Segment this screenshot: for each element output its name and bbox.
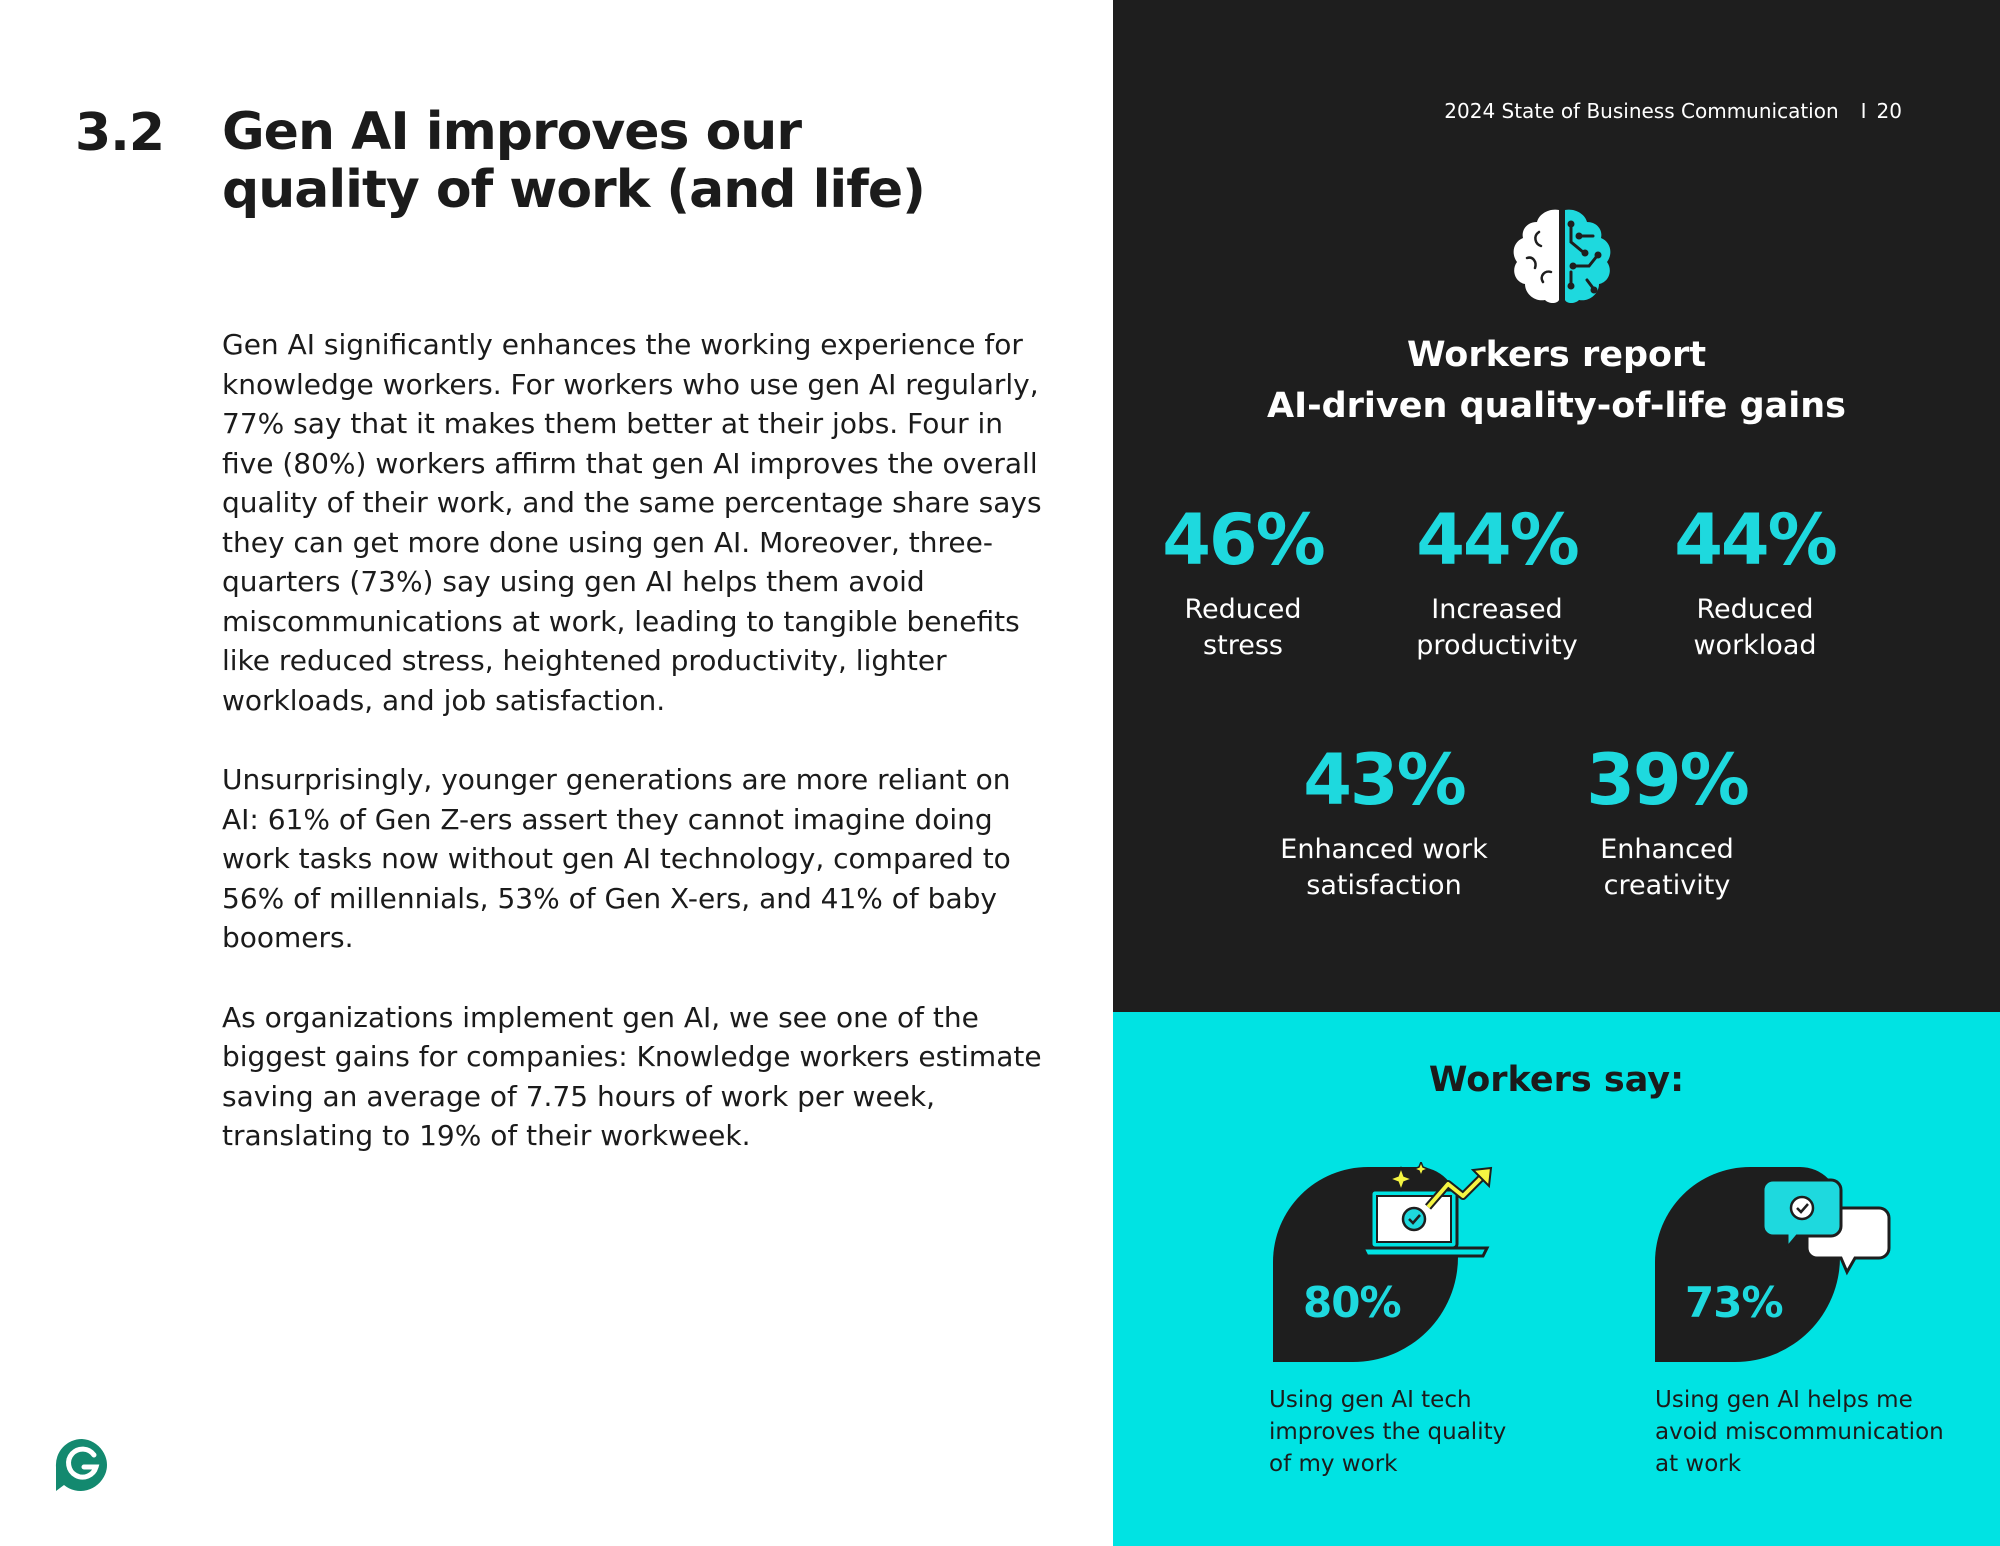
laptop-growth-icon <box>1273 1162 1573 1362</box>
stat-increased-productivity <box>1367 500 1627 664</box>
report-header <box>1444 99 1902 123</box>
stats-panel <box>1113 0 2000 1012</box>
paragraph-1: Gen AI significantly enhances the working experience for knowledge workers. For workers who use gen AI regularly, 77% say that it makes them better at their jobs. Four in five (80%) workers affirm that gen AI improves the overall quality of their work, and the same percentage share says they can get more done using gen AI. Moreover, three-quarters (73%) say using gen AI helps them avoid miscommunications at work, leading to tangible benefits like reduced stress, heightened productivity, lighter workloads, and job satisfaction. <box>222 328 1042 717</box>
chat-bubbles-icon <box>1655 1162 1955 1362</box>
paragraph-3: As organizations implement gen AI, we see one of the biggest gains for companies: Knowledge workers estimate saving an average of 7.75 hours of work per week, translating to 19% of their workweek. <box>222 1000 1042 1152</box>
workers-say-panel <box>1113 1012 2000 1546</box>
stat-value: 39% <box>1586 739 1748 821</box>
page-title: Gen AI improves our quality of work (and life) <box>222 102 925 220</box>
stat-label: Reduced workload <box>1693 594 1817 661</box>
stat-label: Increased productivity <box>1416 594 1578 661</box>
stat-enhanced-creativity <box>1537 740 1797 904</box>
stat-value: 46% <box>1162 499 1324 581</box>
card-value: 73% <box>1685 1278 1783 1327</box>
stat-value: 44% <box>1416 499 1578 581</box>
stat-reduced-workload <box>1625 500 1885 664</box>
stat-value: 43% <box>1303 739 1465 821</box>
card-avoid-miscommunication <box>1655 1162 1955 1502</box>
panel-title-line-2: AI-driven quality-of-life gains <box>1266 386 1846 426</box>
section-number: 3.2 <box>75 103 165 163</box>
stat-label: Enhanced work satisfaction <box>1280 834 1488 901</box>
stat-value: 44% <box>1674 499 1836 581</box>
paragraph-2: Unsurprisingly, younger generations are more reliant on AI: 61% of Gen Z-ers assert they cannot imagine doing work tasks now without gen AI technology, compared to 56% of millennials, 53% of Gen X-ers, and 41% of baby boomers. <box>222 763 1011 954</box>
card-caption: Using gen AI helps me avoid miscommunication at work <box>1655 1387 1944 1477</box>
stat-label: Reduced stress <box>1184 594 1302 661</box>
card-caption: Using gen AI tech improves the quality of my work <box>1269 1387 1507 1477</box>
stat-enhanced-work-satisfaction <box>1254 740 1514 904</box>
page-number: 20 <box>1876 99 1902 123</box>
grammarly-logo-icon <box>52 1437 112 1493</box>
panel-title-line-1: Workers report <box>1406 335 1707 375</box>
card-value: 80% <box>1303 1278 1401 1327</box>
brain-icon <box>1509 206 1615 306</box>
header-separator: I <box>1860 99 1867 123</box>
stat-reduced-stress <box>1113 500 1373 664</box>
stat-label: Enhanced creativity <box>1600 834 1734 901</box>
panel-title <box>1113 330 2000 432</box>
workers-say-title: Workers say: <box>1428 1060 1685 1100</box>
card-quality-of-work <box>1269 1162 1573 1502</box>
article-body <box>222 325 1042 1196</box>
report-name: 2024 State of Business Communication <box>1444 99 1839 123</box>
